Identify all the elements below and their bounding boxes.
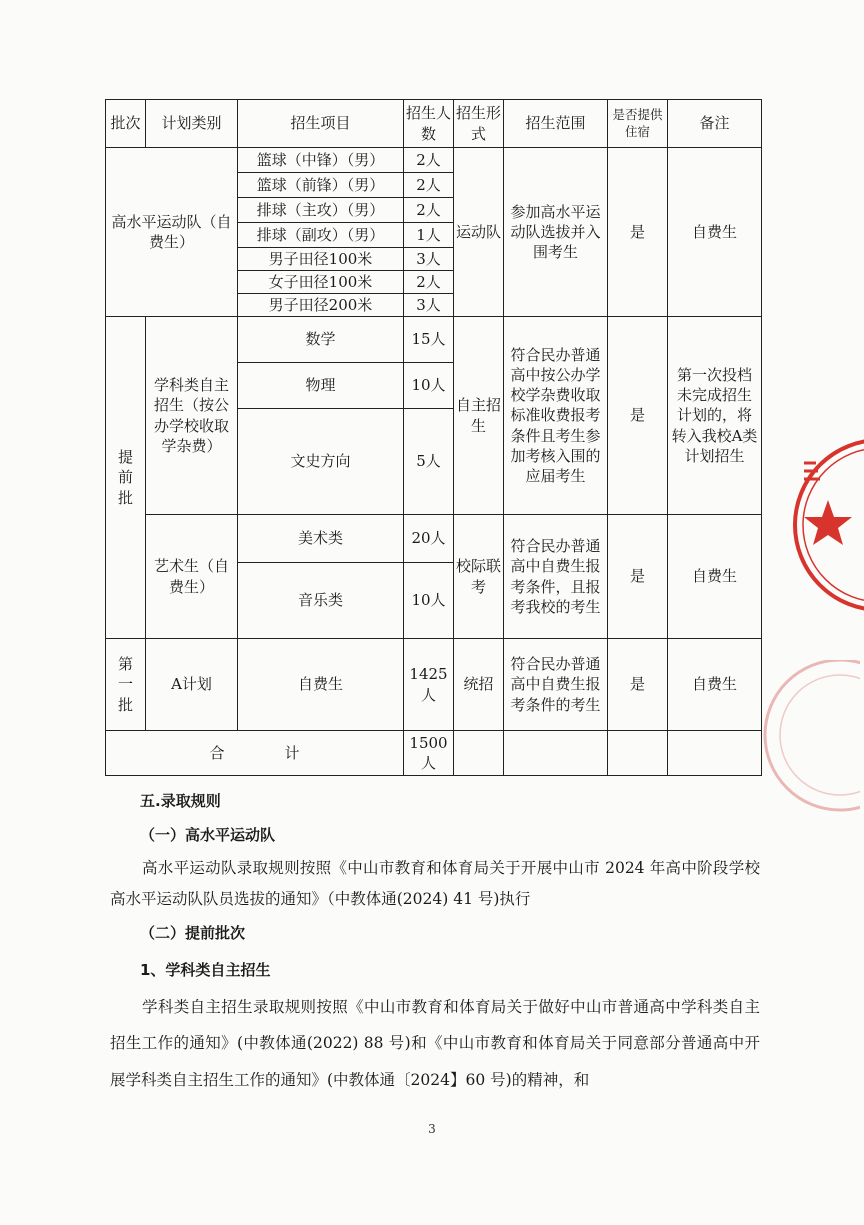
sports-project: 排球（主攻）（男）	[238, 198, 404, 223]
page-number: 3	[428, 1122, 436, 1136]
first-type: A计划	[146, 639, 238, 731]
total-empty	[504, 731, 608, 776]
sports-project: 男子田径200米	[238, 294, 404, 317]
academic-count: 10人	[404, 363, 454, 409]
art-form: 校际联考	[454, 515, 504, 639]
sports-count: 2人	[404, 198, 454, 223]
academic-project: 物理	[238, 363, 404, 409]
table-header-row	[106, 100, 762, 148]
art-project: 音乐类	[238, 563, 404, 639]
sports-project: 篮球（前锋）（男）	[238, 173, 404, 198]
academic-note: 第一次投档未完成招生计划的，将转入我校A类计划招生	[668, 317, 762, 515]
sports-project: 篮球（中锋）（男）	[238, 148, 404, 173]
total-label-a: 合	[209, 743, 225, 762]
first-scope: 符合民办普通高中自费生报考条件的考生	[504, 639, 608, 731]
sports-type: 高水平运动队（自费生）	[106, 148, 238, 317]
section-heading: 五.录取规则	[140, 792, 221, 810]
art-count: 20人	[404, 515, 454, 563]
red-seal-icon	[790, 425, 864, 625]
table-row	[106, 148, 762, 173]
header-note: 备注	[668, 100, 762, 148]
table-row	[106, 317, 762, 363]
body-text	[110, 785, 760, 1098]
first-note: 自费生	[668, 639, 762, 731]
total-label-b: 计	[284, 743, 300, 762]
first-housing: 是	[608, 639, 668, 731]
art-count: 10人	[404, 563, 454, 639]
sports-note: 自费生	[668, 148, 762, 317]
paragraph: 学科类自主招生录取规则按照《中山市教育和体育局关于做好中山市普通高中学科类自主招生工作的通知》(中教体通(2022) 88 号)和《中山市教育和体育局关于同意部分普通高中开展学科类自主招生工作的通知》(中教体通〔2024】60 号)的精神，和	[110, 998, 760, 1089]
table-total-row	[106, 731, 762, 776]
sports-housing: 是	[608, 148, 668, 317]
total-empty	[668, 731, 762, 776]
header-form: 招生形式	[454, 100, 504, 148]
sports-count: 2人	[404, 173, 454, 198]
sports-scope: 参加高水平运动队选拔并入围考生	[504, 148, 608, 317]
table-row	[106, 639, 762, 731]
art-project: 美术类	[238, 515, 404, 563]
academic-project: 数学	[238, 317, 404, 363]
art-housing: 是	[608, 515, 668, 639]
first-form: 统招	[454, 639, 504, 731]
total-label	[106, 731, 404, 776]
early-batch: 提前批	[106, 317, 146, 639]
subsection-heading: （一）高水平运动队	[140, 826, 276, 844]
faint-seal-icon	[750, 660, 860, 830]
sports-count: 2人	[404, 148, 454, 173]
subsection-heading: 1、学科类自主招生	[140, 961, 271, 979]
sports-form: 运动队	[454, 148, 504, 317]
academic-scope: 符合民办普通高中按公办学校学杂费收取标准收费报考条件且考生参加考核入围的应届考生	[504, 317, 608, 515]
art-scope: 符合民办普通高中自费生报考条件，且报考我校的考生	[504, 515, 608, 639]
header-count: 招生人数	[404, 100, 454, 148]
academic-project: 文史方向	[238, 409, 404, 515]
art-note: 自费生	[668, 515, 762, 639]
sports-count: 3人	[404, 248, 454, 271]
paragraph: 高水平运动队录取规则按照《中山市教育和体育局关于开展中山市 2024 年高中阶段学校高水平运动队队员选拔的通知》（中教体通(2024) 41 号)执行	[110, 859, 760, 908]
total-empty	[454, 731, 504, 776]
first-project: 自费生	[238, 639, 404, 731]
academic-form: 自主招生	[454, 317, 504, 515]
header-batch: 批次	[106, 100, 146, 148]
header-housing: 是否提供住宿	[608, 100, 668, 148]
first-batch: 第一批	[106, 639, 146, 731]
sports-count: 2人	[404, 271, 454, 294]
header-project: 招生项目	[238, 100, 404, 148]
total-count: 1500人	[404, 731, 454, 776]
subsection-heading: （二）提前批次	[140, 924, 246, 942]
total-empty	[608, 731, 668, 776]
enrollment-plan-table	[105, 99, 762, 776]
sports-project: 男子田径100米	[238, 248, 404, 271]
academic-count: 5人	[404, 409, 454, 515]
first-count: 1425人	[404, 639, 454, 731]
academic-type: 学科类自主招生（按公办学校收取学杂费）	[146, 317, 238, 515]
header-plan-type: 计划类别	[146, 100, 238, 148]
sports-project: 女子田径100米	[238, 271, 404, 294]
sports-count: 1人	[404, 223, 454, 248]
header-scope: 招生范围	[504, 100, 608, 148]
table-row	[106, 515, 762, 563]
academic-count: 15人	[404, 317, 454, 363]
sports-count: 3人	[404, 294, 454, 317]
art-type: 艺术生（自费生）	[146, 515, 238, 639]
sports-project: 排球（副攻）（男）	[238, 223, 404, 248]
academic-housing: 是	[608, 317, 668, 515]
